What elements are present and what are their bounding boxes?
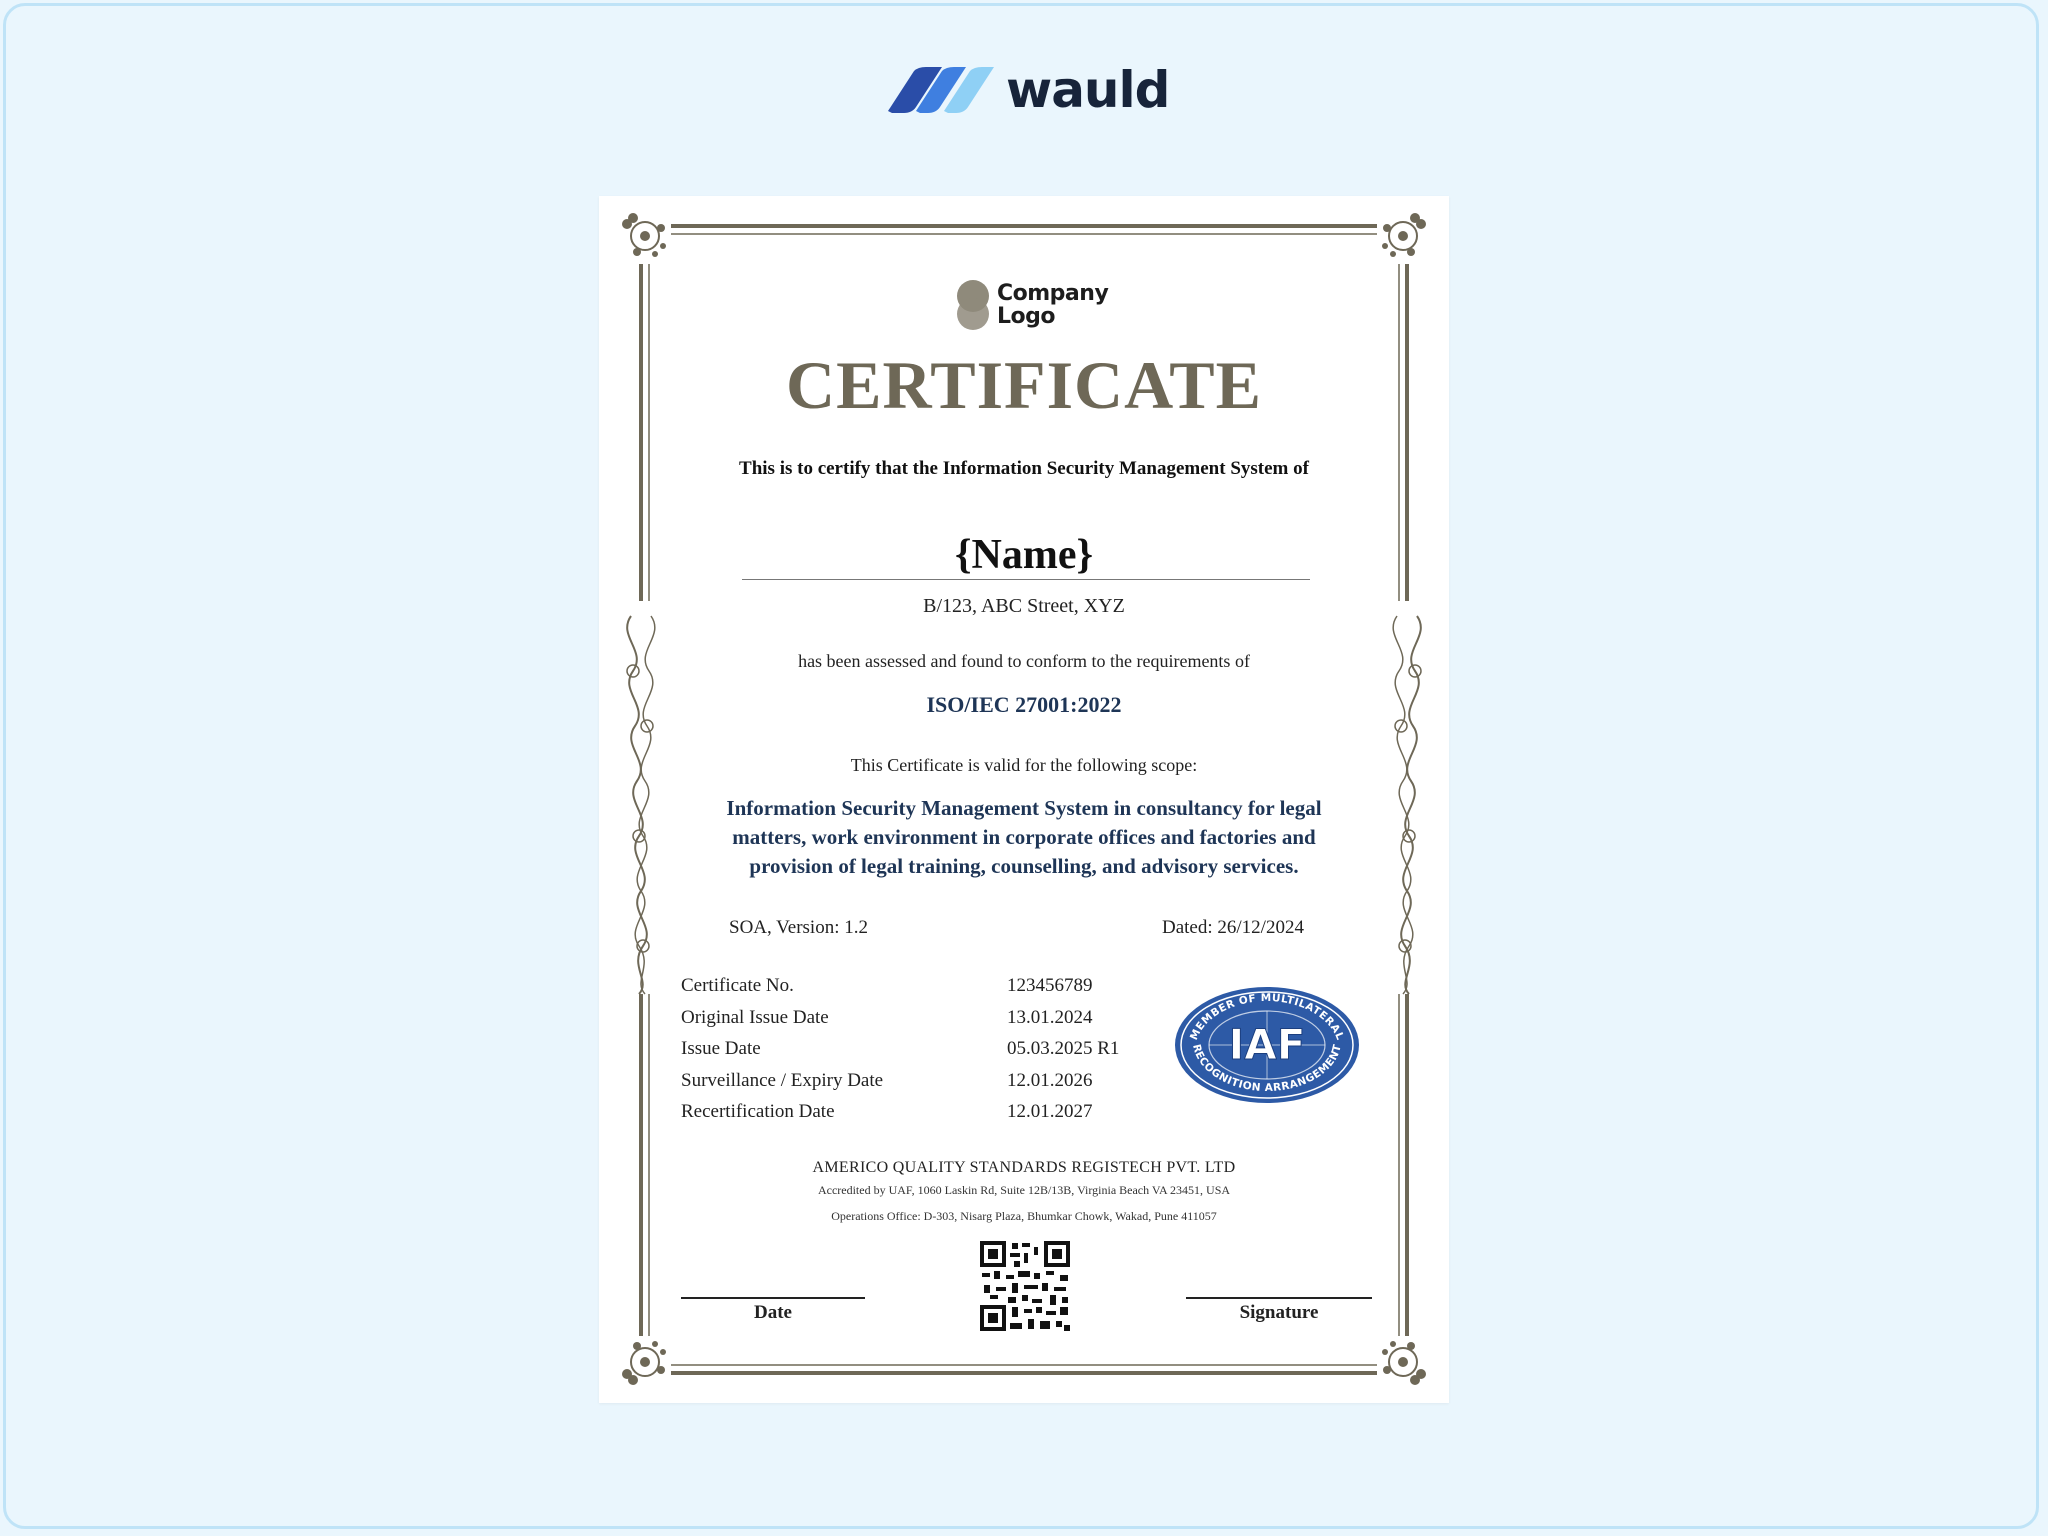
- standard-name: ISO/IEC 27001:2022: [926, 692, 1122, 717]
- detail-label: Recertification Date: [681, 1101, 835, 1122]
- qr-code-icon: [980, 1241, 1070, 1331]
- detail-label: Surveillance / Expiry Date: [681, 1069, 884, 1091]
- scope-text: [679, 794, 1369, 881]
- detail-row: [681, 970, 1119, 1002]
- brand-logo: [886, 60, 1169, 120]
- detail-value: 123456789: [1007, 975, 1093, 996]
- accreditation-text: Accredited by UAF, 1060 Laskin Rd, Suite 12B/13B, Virginia Beach VA 23451, USA: [817, 1183, 1231, 1197]
- company-logo-icon: [955, 278, 991, 332]
- brand-name: wauld: [1006, 61, 1170, 119]
- detail-value: 12.01.2026: [1007, 1069, 1093, 1091]
- operations-office: Operations Office: D-303, Nisarg Plaza, Bhumkar Chowk, Wakad, Pune 411057: [831, 1209, 1217, 1223]
- soa-version: SOA, Version: 1.2: [729, 917, 868, 938]
- certificate-details: [681, 970, 1119, 1128]
- issuer-name: AMERICO QUALITY STANDARDS REGISTECH PVT. LTD: [812, 1159, 1236, 1176]
- detail-label: Issue Date: [681, 1038, 761, 1059]
- assessed-statement: has been assessed and found to conform to the requirements of: [798, 651, 1250, 671]
- detail-label: Original Issue Date: [681, 1006, 829, 1028]
- signature-line: [1186, 1297, 1372, 1299]
- scope-line: matters, work environment in corporate offices and factories and: [732, 825, 1316, 849]
- detail-value: 13.01.2024: [1007, 1006, 1093, 1028]
- detail-row: [681, 1002, 1119, 1034]
- signature-label: Signature: [1239, 1302, 1319, 1323]
- company-logo-line2: Logo: [997, 304, 1055, 329]
- date-line: [681, 1297, 865, 1299]
- name-underline: [742, 579, 1310, 580]
- wauld-logo-icon: [886, 65, 996, 115]
- scope-line: provision of legal training, counselling, and advisory services.: [749, 854, 1299, 878]
- detail-row: [681, 1065, 1119, 1097]
- recipient-address: B/123, ABC Street, XYZ: [923, 595, 1125, 617]
- detail-value: 12.01.2027: [1007, 1101, 1093, 1122]
- certificate-sheet: [599, 196, 1449, 1403]
- certify-statement: This is to certify that the Information Security Management System of: [739, 458, 1309, 479]
- iaf-top-arc: MEMBER OF MULTILATERAL: [1187, 991, 1347, 1042]
- scope-intro: This Certificate is valid for the following scope:: [850, 755, 1198, 775]
- scope-line: Information Security Management System in consultancy for legal: [726, 796, 1322, 820]
- iaf-bottom-arc: RECOGNITION ARRANGEMENT: [1190, 1043, 1344, 1095]
- detail-label: Certificate No.: [681, 975, 794, 996]
- detail-row: [681, 1033, 1119, 1065]
- certificate-title: CERTIFICATE: [786, 347, 1262, 423]
- iaf-letters: IAF: [1228, 1020, 1306, 1069]
- detail-value: 05.03.2025 R1: [1007, 1038, 1120, 1059]
- dated: Dated: 26/12/2024: [1162, 917, 1304, 938]
- recipient-name: {Name}: [954, 532, 1094, 578]
- detail-row: [681, 1096, 1119, 1128]
- date-label: Date: [754, 1302, 792, 1323]
- company-logo: [955, 278, 1108, 332]
- iaf-seal-icon: [1173, 985, 1361, 1105]
- company-logo-line1: Company: [997, 281, 1109, 306]
